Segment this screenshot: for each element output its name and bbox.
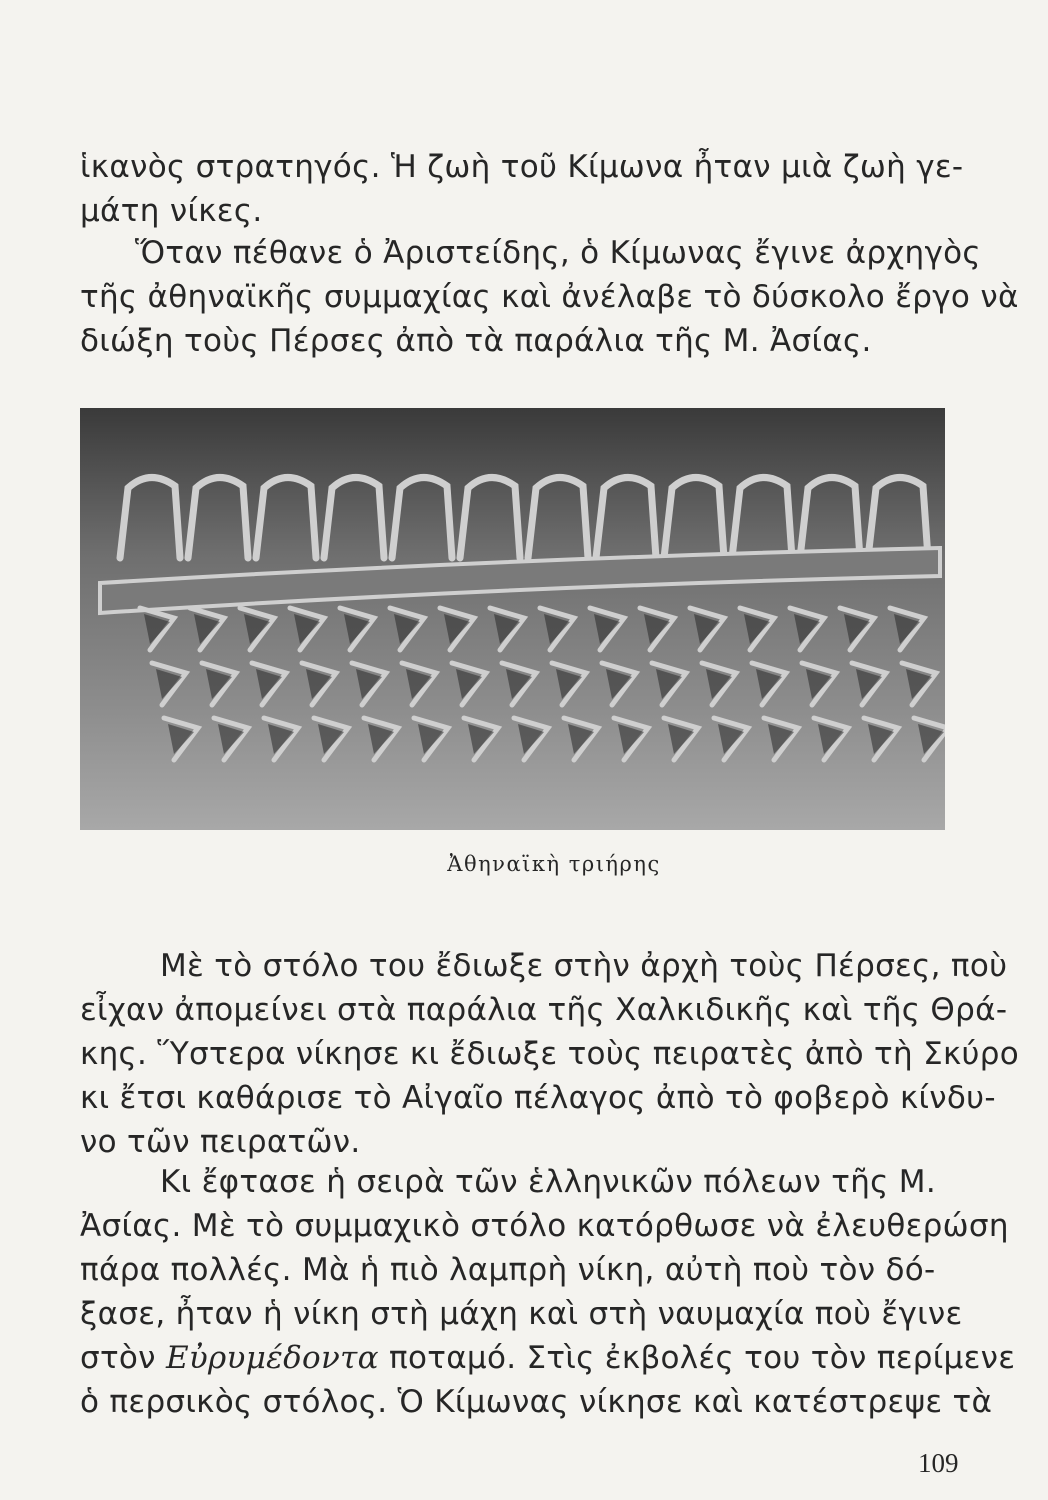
text-line: Κι ἔφτασε ἡ σειρὰ τῶν ἑλληνικῶν πόλεων τῆς Μ.	[160, 1164, 937, 1200]
text-run: στὸν	[80, 1340, 166, 1376]
text-line: Ἀσίας. Μὲ τὸ συμμαχικὸ στόλο κατόρθωσε νὰ ἐλευθερώση	[80, 1208, 1009, 1244]
text-line: κης. Ὕστερα νίκησε κι ἔδιωξε τοὺς πειρατὲς ἀπὸ τὴ Σκύρο	[80, 1036, 1020, 1072]
paragraph-2	[80, 231, 1019, 363]
text-line: Μὲ τὸ στόλο του ἔδιωξε στὴν ἀρχὴ τοὺς Πέρσες, ποὺ	[160, 948, 1008, 984]
figure-caption: Ἀθηναϊκὴ τριήρης	[447, 852, 661, 876]
paragraph-3	[80, 944, 1020, 1164]
paragraph-1	[80, 145, 964, 233]
text-line: ἱκανὸς στρατηγός. Ἡ ζωὴ τοῦ Κίμωνα ἦταν μιὰ ζωὴ γε-	[80, 149, 964, 185]
page-number: 109	[918, 1448, 959, 1478]
text-line	[80, 1336, 1016, 1380]
text-line: διώξη τοὺς Πέρσες ἀπὸ τὰ παράλια τῆς Μ. Ἀσίας.	[80, 323, 872, 359]
text-line: νο τῶν πειρατῶν.	[80, 1124, 361, 1160]
text-line: Ὅταν πέθανε ὁ Ἀριστείδης, ὁ Κίμωνας ἔγινε ἀρχηγὸς	[135, 235, 981, 271]
text-line: πάρα πολλές. Μὰ ἡ πιὸ λαμπρὴ νίκη, αὐτὴ ποὺ τὸν δό-	[80, 1252, 936, 1288]
text-line: εἶχαν ἀπομείνει στὰ παράλια τῆς Χαλκιδικῆς καὶ τῆς Θρά-	[80, 992, 1008, 1028]
text-line: μάτη νίκες.	[80, 193, 263, 229]
river-name-italic: Εὐρυμέδοντα	[165, 1340, 379, 1376]
text-run: ποταμό. Στὶς ἐκβολές του τὸν περίμενε	[378, 1340, 1016, 1376]
trireme-relief-photo	[80, 408, 945, 830]
text-line: κι ἔτσι καθάρισε τὸ Αἰγαῖο πέλαγος ἀπὸ τὸ φοβερὸ κίνδυ-	[80, 1080, 996, 1116]
text-line: τῆς ἀθηναϊκῆς συμμαχίας καὶ ἀνέλαβε τὸ δύσκολο ἔργο νὰ	[80, 279, 1019, 315]
relief-image	[80, 408, 945, 830]
text-line: ὁ περσικὸς στόλος. Ὁ Κίμωνας νίκησε καὶ κατέστρεψε τὰ	[80, 1384, 993, 1420]
text-line: ξασε, ἦταν ἡ νίκη στὴ μάχη καὶ στὴ ναυμαχία ποὺ ἔγινε	[80, 1296, 963, 1332]
paragraph-4	[80, 1160, 1016, 1424]
